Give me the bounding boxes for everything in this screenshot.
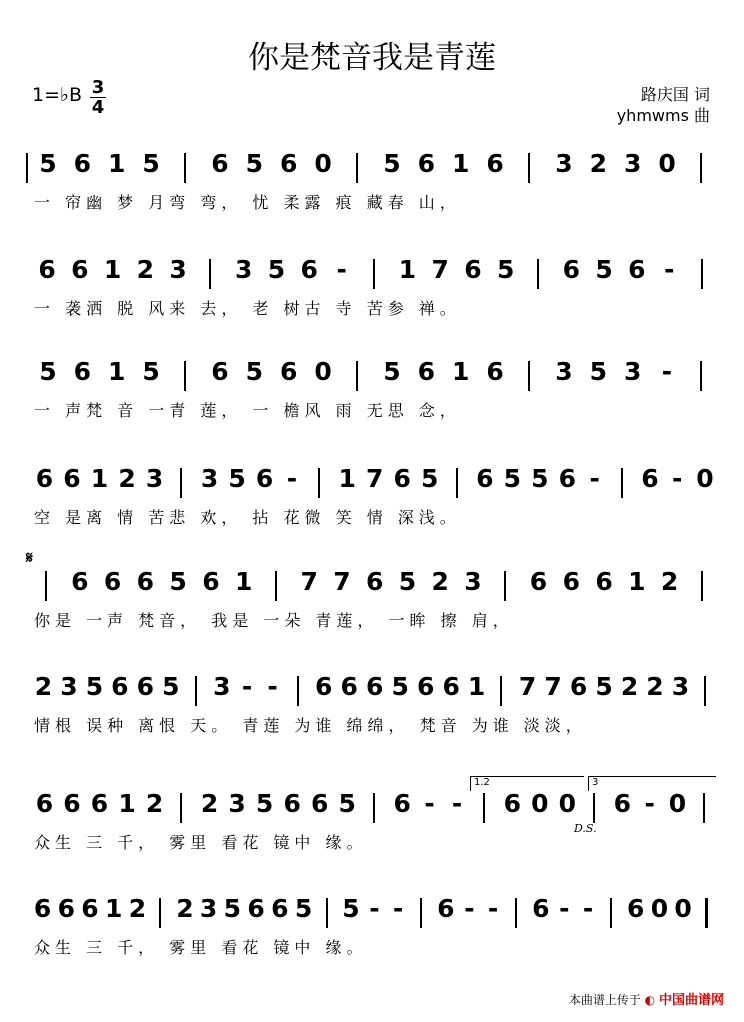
lyric-line: 众生 三 千， 雾里 看花 镜中 缘。 (34, 938, 368, 957)
note: 5 (342, 894, 360, 923)
meter-top: 3 (91, 77, 105, 98)
note: 6 (300, 255, 318, 284)
note: 5 (503, 464, 521, 493)
system-row (0, 790, 744, 830)
note: 0 (696, 464, 714, 493)
note: 5 (255, 789, 274, 818)
note: 6 (63, 464, 81, 493)
note: 2 (589, 149, 607, 178)
barline (593, 793, 595, 823)
note: 6 (416, 672, 435, 701)
note: 6 (393, 789, 411, 818)
note: 6 (81, 894, 99, 923)
note: 7 (300, 567, 318, 596)
note: 6 (90, 789, 109, 818)
barline (701, 259, 703, 289)
note: 5 (142, 357, 160, 386)
note: 5 (338, 789, 356, 818)
note: 6 (366, 567, 384, 596)
barline (184, 361, 186, 391)
barline (483, 793, 485, 823)
sustain-dash: - (451, 789, 463, 818)
sustain-dash: - (424, 789, 435, 818)
note: 2 (128, 894, 147, 923)
note: 2 (176, 894, 194, 923)
barline (326, 898, 328, 928)
note: 6 (437, 894, 455, 923)
lyricist: 路庆国 词 (640, 85, 710, 104)
barline (180, 793, 182, 823)
system-row (0, 150, 744, 190)
note: 0 (674, 894, 692, 923)
ds-mark: D.S. (574, 822, 597, 835)
note: 6 (613, 789, 632, 818)
note: 6 (33, 894, 52, 923)
note: 0 (658, 149, 676, 178)
site-logo-icon: ◐ (644, 993, 656, 1007)
note: 6 (202, 567, 220, 596)
note: 6 (417, 149, 435, 178)
note: 6 (628, 255, 646, 284)
sustain-dash: - (582, 894, 594, 923)
note: 6 (73, 357, 91, 386)
note: 1 (103, 255, 122, 284)
barline (195, 676, 197, 706)
system-row (0, 673, 744, 713)
note: 1 (338, 464, 356, 493)
note: 5 (421, 464, 439, 493)
note: 6 (103, 567, 122, 596)
note: 5 (85, 672, 104, 701)
lyric-line: 一 帘幽 梦 月弯 弯， 忧 柔露 痕 藏春 山， (34, 193, 461, 212)
lyric-line: 你是 一声 梵音， 我是 一朵 青莲， 一眸 擦 肩， (34, 611, 514, 630)
lyric-line: 情根 误种 离恨 天。 青莲 为谁 绵绵， 梵音 为谁 淡淡， (34, 716, 587, 735)
barline (356, 361, 358, 391)
sustain-dash: - (336, 255, 347, 284)
barline (528, 153, 530, 183)
note: 6 (271, 894, 289, 923)
note: 6 (63, 789, 81, 818)
note: 2 (34, 672, 53, 701)
lyric-line: 一 袭洒 脱 风来 去， 老 树古 寺 苦参 禅。 (34, 299, 461, 318)
note: 5 (39, 357, 57, 386)
note: 3 (228, 789, 246, 818)
barline (528, 361, 530, 391)
note: 3 (145, 464, 164, 493)
sustain-dash: - (393, 894, 404, 923)
note: 2 (646, 672, 664, 701)
note: 6 (211, 357, 229, 386)
system-row (0, 895, 744, 935)
note: 6 (562, 255, 580, 284)
sustain-dash: - (267, 672, 278, 701)
sustain-dash: - (464, 894, 475, 923)
note: 6 (532, 894, 550, 923)
note: 5 (398, 567, 417, 596)
sustain-dash: - (589, 464, 600, 493)
note: 6 (35, 464, 54, 493)
note: 2 (136, 255, 155, 284)
note: 6 (503, 789, 521, 818)
sustain-dash: - (369, 894, 380, 923)
note: 6 (442, 672, 460, 701)
note: 6 (486, 357, 504, 386)
barline (621, 468, 623, 498)
note: 6 (417, 357, 435, 386)
note: 6 (280, 357, 298, 386)
segno-sign: 𝄋 (26, 548, 33, 567)
sustain-dash: - (672, 464, 683, 493)
note: 6 (283, 789, 301, 818)
lyric-line: 空 是离 情 苦悲 欢， 拈 花微 笑 情 深浅。 (34, 508, 461, 527)
note: 5 (267, 255, 286, 284)
note: 3 (213, 672, 231, 701)
footer-text: 本曲谱上传于 (568, 993, 641, 1007)
note: 6 (393, 464, 411, 493)
note: 6 (464, 255, 482, 284)
barline (356, 153, 358, 183)
note: 1 (118, 789, 136, 818)
barline (515, 898, 517, 928)
note: 1 (452, 149, 470, 178)
note: 1 (108, 357, 126, 386)
note: 5 (169, 567, 187, 596)
system-row (0, 358, 744, 398)
note: 0 (558, 789, 577, 818)
note: 6 (626, 894, 645, 923)
meter-bottom: 4 (91, 97, 105, 118)
note: 6 (641, 464, 659, 493)
sustain-dash: - (286, 464, 298, 493)
system-row (0, 568, 744, 608)
note: 5 (589, 357, 607, 386)
note: 6 (71, 567, 89, 596)
lyric-line: 众生 三 千， 雾里 看花 镜中 缘。 (34, 833, 368, 852)
barline (537, 259, 539, 289)
note: 1 (108, 149, 126, 178)
note: 6 (595, 567, 613, 596)
note: 6 (558, 464, 577, 493)
sustain-dash: - (644, 789, 655, 818)
time-signature (90, 78, 106, 117)
note: 6 (315, 672, 333, 701)
note: 3 (671, 672, 690, 701)
note: 0 (314, 149, 332, 178)
barline (504, 571, 506, 601)
note: 7 (431, 255, 449, 284)
note: 6 (280, 149, 298, 178)
system-row (0, 465, 744, 505)
note: 3 (199, 894, 218, 923)
note: 5 (391, 672, 409, 701)
note: 0 (314, 357, 332, 386)
barline (297, 676, 299, 706)
note: 2 (431, 567, 449, 596)
barline (275, 571, 277, 601)
note: 3 (555, 149, 573, 178)
note: 6 (73, 149, 91, 178)
note: 3 (60, 672, 78, 701)
note: 5 (142, 149, 160, 178)
note: 5 (228, 464, 246, 493)
note: 5 (595, 255, 613, 284)
sustain-dash: - (559, 894, 570, 923)
repeat-start-barline (26, 153, 28, 183)
barline (703, 793, 705, 823)
note: 3 (234, 255, 253, 284)
note: 7 (366, 464, 384, 493)
note: 6 (111, 672, 129, 701)
note: 1 (628, 567, 646, 596)
note: 5 (245, 149, 263, 178)
note: 1 (398, 255, 417, 284)
lyric-line: 一 声梵 音 一青 莲， 一 檐风 雨 无思 念， (34, 401, 461, 420)
barline (184, 153, 186, 183)
final-barline (705, 898, 708, 928)
note: 6 (247, 894, 265, 923)
note: 2 (620, 672, 639, 701)
note: 6 (71, 255, 89, 284)
note: 3 (169, 255, 187, 284)
note: 5 (497, 255, 515, 284)
note: 6 (569, 672, 588, 701)
note: 0 (531, 789, 549, 818)
note: 3 (555, 357, 573, 386)
barline (373, 793, 375, 823)
barline (209, 259, 211, 289)
barline (456, 468, 458, 498)
note: 7 (518, 672, 537, 701)
volta-second: 3 (588, 776, 716, 791)
note: 1 (467, 672, 486, 701)
sustain-dash: - (241, 672, 253, 701)
sustain-dash: - (664, 255, 675, 284)
volta-first: 1.2 (470, 776, 584, 791)
note: 6 (35, 789, 54, 818)
note: 6 (476, 464, 494, 493)
note: 5 (294, 894, 313, 923)
note: 0 (668, 789, 687, 818)
barline (700, 361, 702, 391)
barline (420, 898, 422, 928)
composer: yhmwms 曲 (616, 106, 710, 125)
barline (180, 468, 182, 498)
note: 2 (660, 567, 679, 596)
note: 7 (544, 672, 562, 701)
barline (610, 898, 612, 928)
note: 2 (200, 789, 219, 818)
note: 6 (366, 672, 384, 701)
note: 0 (650, 894, 669, 923)
note: 3 (200, 464, 219, 493)
note: 6 (57, 894, 75, 923)
note: 1 (452, 357, 470, 386)
song-title: 你是梵音我是青莲 (248, 40, 496, 76)
barline (45, 571, 47, 601)
note: 5 (245, 357, 263, 386)
note: 2 (118, 464, 136, 493)
system-row (0, 256, 744, 296)
note: 6 (340, 672, 358, 701)
credits (617, 84, 710, 126)
barline (704, 676, 706, 706)
note: 1 (105, 894, 123, 923)
note: 6 (310, 789, 329, 818)
note: 6 (136, 672, 155, 701)
note: 6 (38, 255, 56, 284)
note: 2 (145, 789, 164, 818)
note: 5 (383, 149, 401, 178)
note: 5 (383, 357, 401, 386)
note: 5 (162, 672, 180, 701)
barline (373, 259, 375, 289)
note: 5 (223, 894, 242, 923)
barline (700, 153, 702, 183)
note: 3 (464, 567, 482, 596)
note: 1 (234, 567, 253, 596)
key-signature: 1=♭B (32, 84, 83, 106)
note: 5 (39, 149, 57, 178)
note: 1 (90, 464, 109, 493)
note: 3 (624, 357, 642, 386)
sustain-dash: - (487, 894, 499, 923)
note: 5 (531, 464, 549, 493)
barline (318, 468, 320, 498)
note: 6 (255, 464, 274, 493)
note: 6 (486, 149, 504, 178)
note: 6 (211, 149, 229, 178)
site-logo: 中国曲谱网 (658, 993, 724, 1008)
note: 6 (136, 567, 155, 596)
barline (500, 676, 502, 706)
note: 3 (624, 149, 642, 178)
note: 6 (562, 567, 580, 596)
barline (701, 571, 703, 601)
sustain-dash: - (661, 357, 673, 386)
note: 5 (595, 672, 613, 701)
note: 6 (529, 567, 548, 596)
footer (569, 989, 724, 1008)
barline (159, 898, 161, 928)
note: 7 (333, 567, 351, 596)
